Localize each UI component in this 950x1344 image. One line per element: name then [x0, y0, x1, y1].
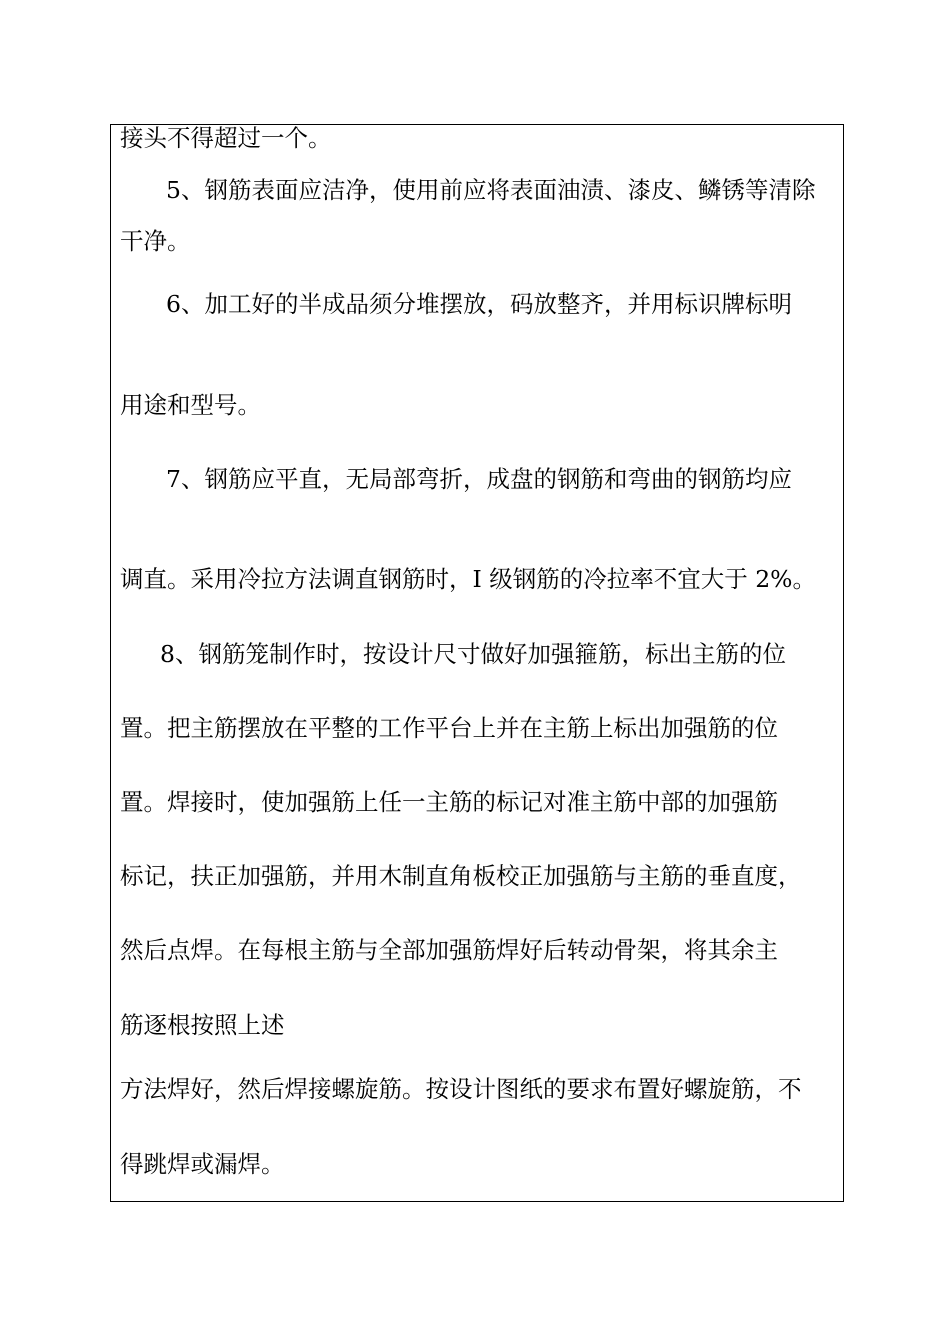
text-line-13: 筋逐根按照上述 — [120, 1011, 285, 1039]
text-line-5: 用途和型号。 — [120, 391, 261, 419]
text-line-item7: 7、钢筋应平直，无局部弯折，成盘的钢筋和弯曲的钢筋均应 — [166, 465, 792, 493]
text-line-item6: 6、加工好的半成品须分堆摆放，码放整齐，并用标识牌标明 — [166, 290, 792, 318]
text-line-12: 然后点焊。在每根主筋与全部加强筋焊好后转动骨架，将其余主 — [120, 936, 778, 964]
text-line-item5: 5、钢筋表面应洁净，使用前应将表面油渍、漆皮、鳞锈等清除 — [166, 176, 816, 204]
text-line-3: 干净。 — [120, 227, 191, 255]
text-line-11: 标记，扶正加强筋，并用木制直角板校正加强筋与主筋的垂直度， — [120, 862, 802, 890]
text-line-1: 接头不得超过一个。 — [120, 124, 332, 152]
text-line-9: 置。把主筋摆放在平整的工作平台上并在主筋上标出加强筋的位 — [120, 714, 778, 742]
text-line-14: 方法焊好，然后焊接螺旋筋。按设计图纸的要求布置好螺旋筋，不 — [120, 1075, 802, 1103]
text-line-7: 调直。采用冷拉方法调直钢筋时，I 级钢筋的冷拉率不宜大于 2%。 — [120, 565, 817, 593]
text-line-item8: 8、钢筋笼制作时，按设计尺寸做好加强箍筋，标出主筋的位 — [160, 640, 786, 668]
text-line-10: 置。焊接时，使加强筋上任一主筋的标记对准主筋中部的加强筋 — [120, 788, 778, 816]
text-line-15: 得跳焊或漏焊。 — [120, 1150, 285, 1178]
